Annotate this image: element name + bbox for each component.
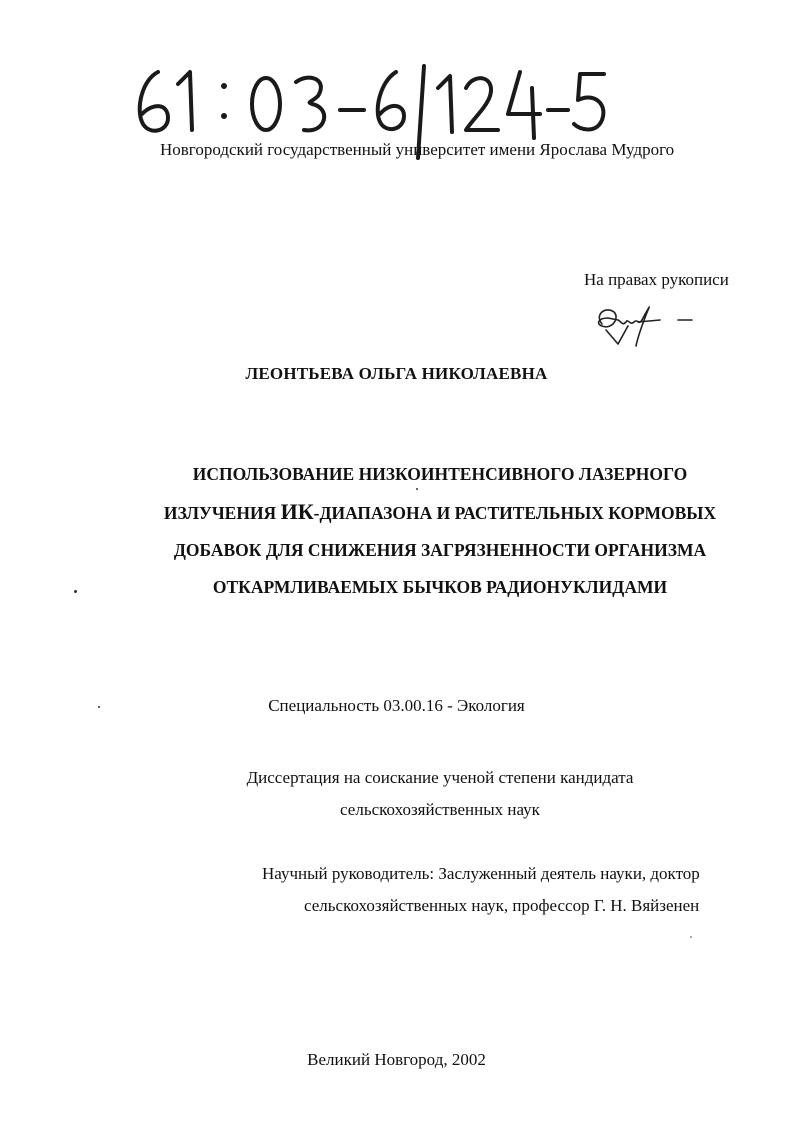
title-line-1: ИСПОЛЬЗОВАНИЕ НИЗКОИНТЕНСИВНОГО ЛАЗЕРНОГО (192, 464, 688, 484)
title-line-2-pre: ИЗЛУЧЕНИЯ (163, 503, 281, 523)
degree-line-1: Диссертация на соискание ученой степени кандидата (246, 768, 634, 787)
degree-statement (200, 762, 680, 826)
title-line-2 (130, 493, 750, 532)
archive-number-drawing (128, 58, 608, 148)
supervisor-line-2: сельскохозяйственных наук, профессор Г. Н. Вяйзенен (304, 896, 700, 915)
city-year: Великий Новгород, 2002 (307, 1050, 486, 1069)
supervisor-line-1: Научный руководитель: Заслуженный деятель науки, доктор (262, 864, 700, 883)
manuscript-note: На правах рукописи (584, 270, 729, 289)
title-line-2-post: -ДИАПАЗОНА И РАСТИТЕЛЬНЫХ КОРМОВЫХ (313, 503, 717, 523)
scan-speck (416, 488, 418, 490)
scan-speck (74, 590, 77, 593)
specialty: Специальность 03.00.16 - Экология (268, 696, 525, 715)
title-line-3: ДОБАВОК ДЛЯ СНИЖЕНИЯ ЗАГРЯЗНЕННОСТИ ОРГАНИЗМА (173, 540, 707, 560)
handwritten-archive-number (128, 58, 608, 148)
scientific-supervisor (262, 858, 752, 922)
author-name: ЛЕОНТЬЕВА ОЛЬГА НИКОЛАЕВНА (245, 364, 548, 383)
scan-speck (690, 936, 692, 938)
title-line-2-ik: ИК (280, 499, 314, 524)
dissertation-title (130, 456, 750, 606)
university-name: Новгородский государственный университет имени Ярослава Мудрого (160, 140, 675, 159)
scan-speck (98, 706, 100, 708)
degree-line-2: сельскохозяйственных наук (340, 800, 540, 819)
title-line-4: ОТКАРМЛИВАЕМЫХ БЫЧКОВ РАДИОНУКЛИДАМИ (212, 577, 668, 597)
signature (588, 296, 708, 352)
